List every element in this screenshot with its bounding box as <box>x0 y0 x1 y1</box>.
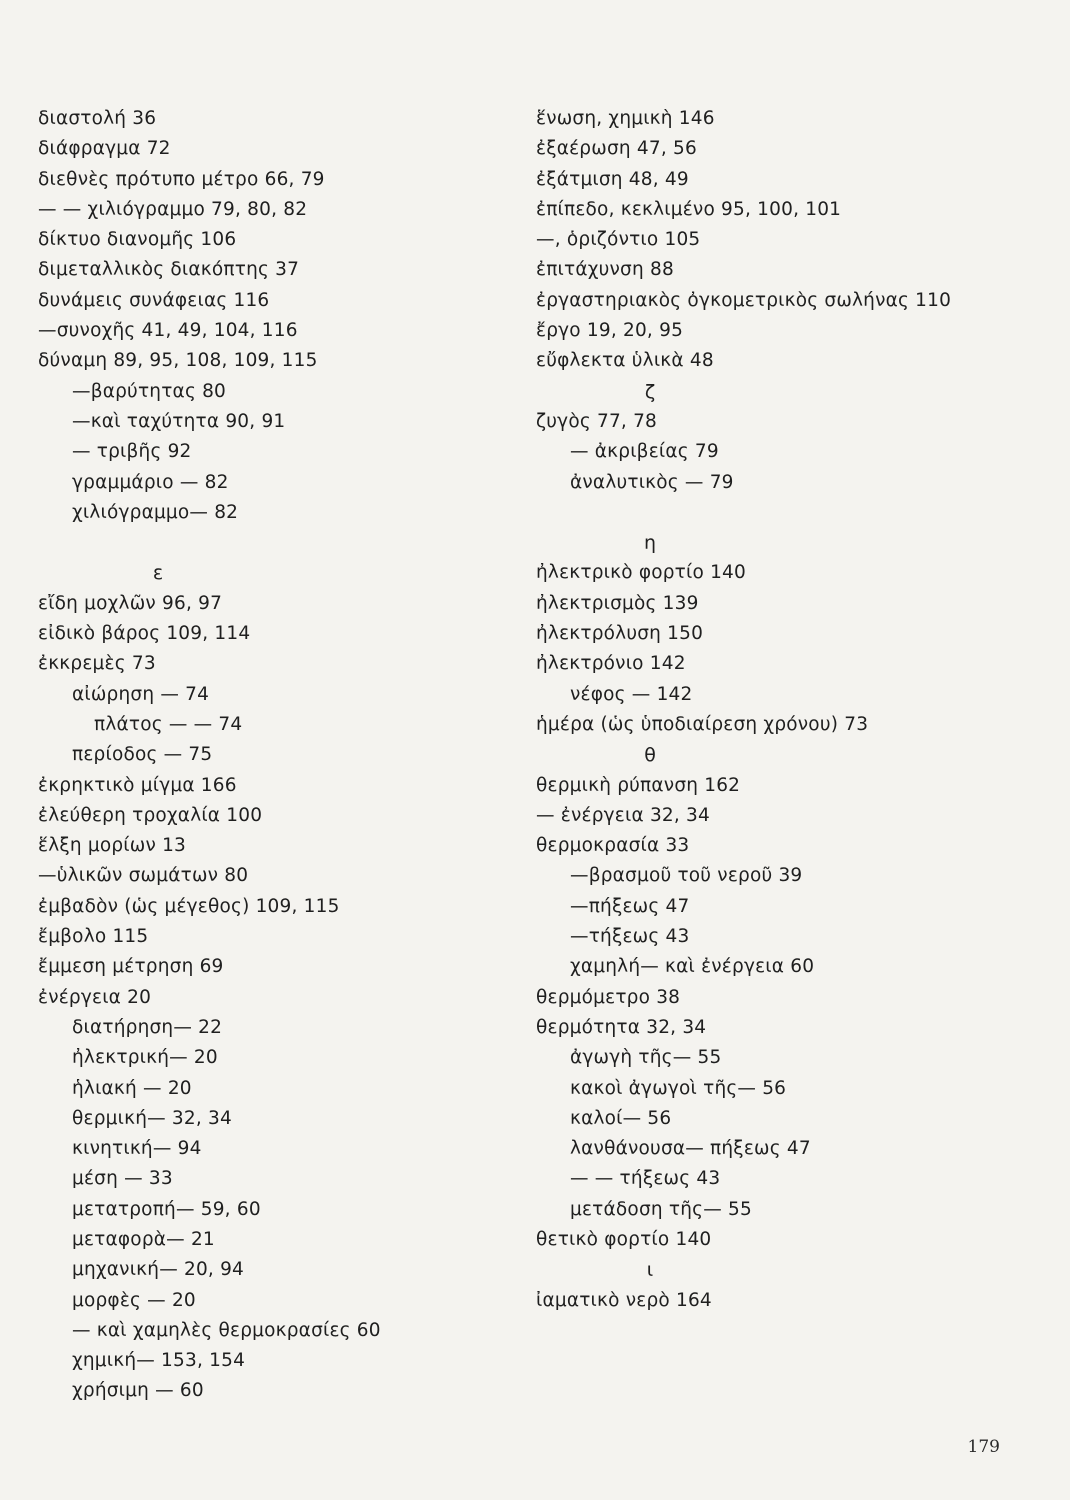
index-entry: ἔργο 19, 20, 95 <box>536 320 684 342</box>
index-entry: ἐξάτμιση 48, 49 <box>536 168 689 190</box>
section-letter: η <box>643 532 657 555</box>
index-entry: γραμμάριο — 82 <box>72 471 229 493</box>
index-entry: ἐλεύθερη τροχαλία 100 <box>38 804 263 826</box>
index-entry: —ὑλικῶν σωμάτων 80 <box>38 865 249 887</box>
index-entry: — καὶ χαμηλὲς θερμοκρασίες 60 <box>72 1319 381 1341</box>
index-entry: χρήσιμη — 60 <box>72 1380 204 1402</box>
index-entry: ἔμβολο 115 <box>38 926 149 948</box>
index-entry: — — χιλιόγραμμο 79, 80, 82 <box>38 198 308 220</box>
index-entry: μέση — 33 <box>72 1168 173 1190</box>
index-entry: — ἐνέργεια 32, 34 <box>536 804 710 826</box>
index-entry: δυνάμεις συνάφειας 116 <box>38 289 270 311</box>
index-entry: διαστολή 36 <box>38 108 157 129</box>
index-entry: εἰδικὸ βάρος 109, 114 <box>38 623 251 645</box>
page-number: 179 <box>967 1437 1000 1457</box>
index-entry: αἰώρηση — 74 <box>72 683 210 705</box>
index-entry: —πήξεως 47 <box>570 895 690 917</box>
index-entry: καλοί— 56 <box>570 1107 672 1129</box>
index-entry: διεθνὲς πρότυπο μέτρο 66, 79 <box>38 168 325 190</box>
index-entry: ἕνωση, χημικὴ 146 <box>536 108 715 129</box>
index-entry: —βαρύτητας 80 <box>72 380 227 402</box>
index-entry: χαμηλή— καὶ ἐνέργεια 60 <box>570 956 815 978</box>
index-entry: μεταφορὰ— 21 <box>72 1228 215 1250</box>
index-entry: θερμική— 32, 34 <box>72 1107 232 1129</box>
index-entry: ἠλεκτρόνιο 142 <box>536 653 686 675</box>
index-entry: μορφὲς — 20 <box>72 1289 196 1311</box>
index-entry: δίκτυο διανομῆς 106 <box>38 229 237 251</box>
index-entry: ἐκκρεμὲς 73 <box>38 653 156 675</box>
index-entry: κινητική— 94 <box>72 1138 202 1160</box>
index-entry: ἰαματικὸ νερὸ 164 <box>536 1289 712 1311</box>
index-entry: λανθάνουσα— πήξεως 47 <box>570 1138 811 1160</box>
index-entry: θερμοκρασία 33 <box>536 835 690 857</box>
index-entry: —συνοχῆς 41, 49, 104, 116 <box>38 320 298 342</box>
index-entry: —, ὁριζόντιο 105 <box>536 229 701 251</box>
index-entry: θερμόμετρο 38 <box>536 986 681 1008</box>
index-entry: πλάτος — — 74 <box>94 713 243 735</box>
index-entry: δύναμη 89, 95, 108, 109, 115 <box>38 350 318 372</box>
index-entry: μετατροπή— 59, 60 <box>72 1198 261 1220</box>
index-column-left <box>38 104 508 1407</box>
index-entry: ἐνέργεια 20 <box>38 986 152 1008</box>
blank-line <box>38 528 508 558</box>
index-entry: —τήξεως 43 <box>570 926 690 948</box>
section-letter: θ <box>644 744 656 767</box>
index-entry: — τριβῆς 92 <box>72 441 192 463</box>
index-entry: ἐμβαδὸν (ὡς μέγεθος) 109, 115 <box>38 895 340 917</box>
index-entry: θερμότητα 32, 34 <box>536 1016 707 1038</box>
index-entry: χημική— 153, 154 <box>72 1350 246 1372</box>
blank-line <box>536 498 1036 528</box>
section-letter: ε <box>152 562 164 585</box>
index-entry: ἐπίπεδο, κεκλιμένο 95, 100, 101 <box>536 198 842 220</box>
index-entry: μηχανική— 20, 94 <box>72 1259 245 1281</box>
index-entry: ἐκρηκτικὸ μίγμα 166 <box>38 774 237 796</box>
index-entry: ζυγὸς 77, 78 <box>536 410 658 432</box>
index-entry: ἠλεκτρική— 20 <box>72 1047 218 1069</box>
index-entry: ἔμμεση μέτρηση 69 <box>38 956 224 978</box>
index-entry: ἀγωγὴ τῆς— 55 <box>570 1047 722 1069</box>
index-entry: μετάδοση τῆς— 55 <box>570 1198 752 1220</box>
index-entry: θετικὸ φορτίο 140 <box>536 1228 712 1250</box>
index-entry: χιλιόγραμμο— 82 <box>72 501 239 523</box>
index-entry: ἠλεκτρόλυση 150 <box>536 623 704 645</box>
index-entry: νέφος — 142 <box>570 683 693 705</box>
index-entry: εὔφλεκτα ὑλικὰ 48 <box>536 350 714 372</box>
index-entry: εἴδη μοχλῶν 96, 97 <box>38 592 223 614</box>
index-entry: — ἀκριβείας 79 <box>570 441 719 463</box>
index-entry: — — τήξεως 43 <box>570 1168 721 1190</box>
index-entry: κακοὶ ἀγωγοὶ τῆς— 56 <box>570 1077 787 1099</box>
section-letter: ζ <box>644 380 656 403</box>
index-entry: ἠλεκτρικὸ φορτίο 140 <box>536 562 746 584</box>
index-entry: —καὶ ταχύτητα 90, 91 <box>72 410 286 432</box>
index-entry: ἀναλυτικὸς — 79 <box>570 471 734 493</box>
index-entry: ἡλιακή — 20 <box>72 1077 192 1099</box>
index-entry: διατήρηση— 22 <box>72 1016 223 1038</box>
index-entry: ἐπιτάχυνση 88 <box>536 259 674 281</box>
index-entry: ἐργαστηριακὸς ὀγκομετρικὸς σωλήνας 110 <box>536 289 952 311</box>
index-entry: θερμικὴ ρύπανση 162 <box>536 774 741 796</box>
index-entry: —βρασμοῦ τοῦ νεροῦ 39 <box>570 865 803 887</box>
section-letter: ι <box>646 1259 654 1282</box>
index-column-right <box>536 104 1036 1316</box>
index-entry: διμεταλλικὸς διακόπτης 37 <box>38 259 300 281</box>
index-entry: ἕλξη μορίων 13 <box>38 835 187 857</box>
index-entry: ἐξαέρωση 47, 56 <box>536 138 697 160</box>
index-entry: ἠλεκτρισμὸς 139 <box>536 592 699 614</box>
index-entry: ἡμέρα (ὡς ὑποδιαίρεση χρόνου) 73 <box>536 713 869 735</box>
index-entry: περίοδος — 75 <box>72 744 213 766</box>
index-entry: διάφραγμα 72 <box>38 138 171 160</box>
